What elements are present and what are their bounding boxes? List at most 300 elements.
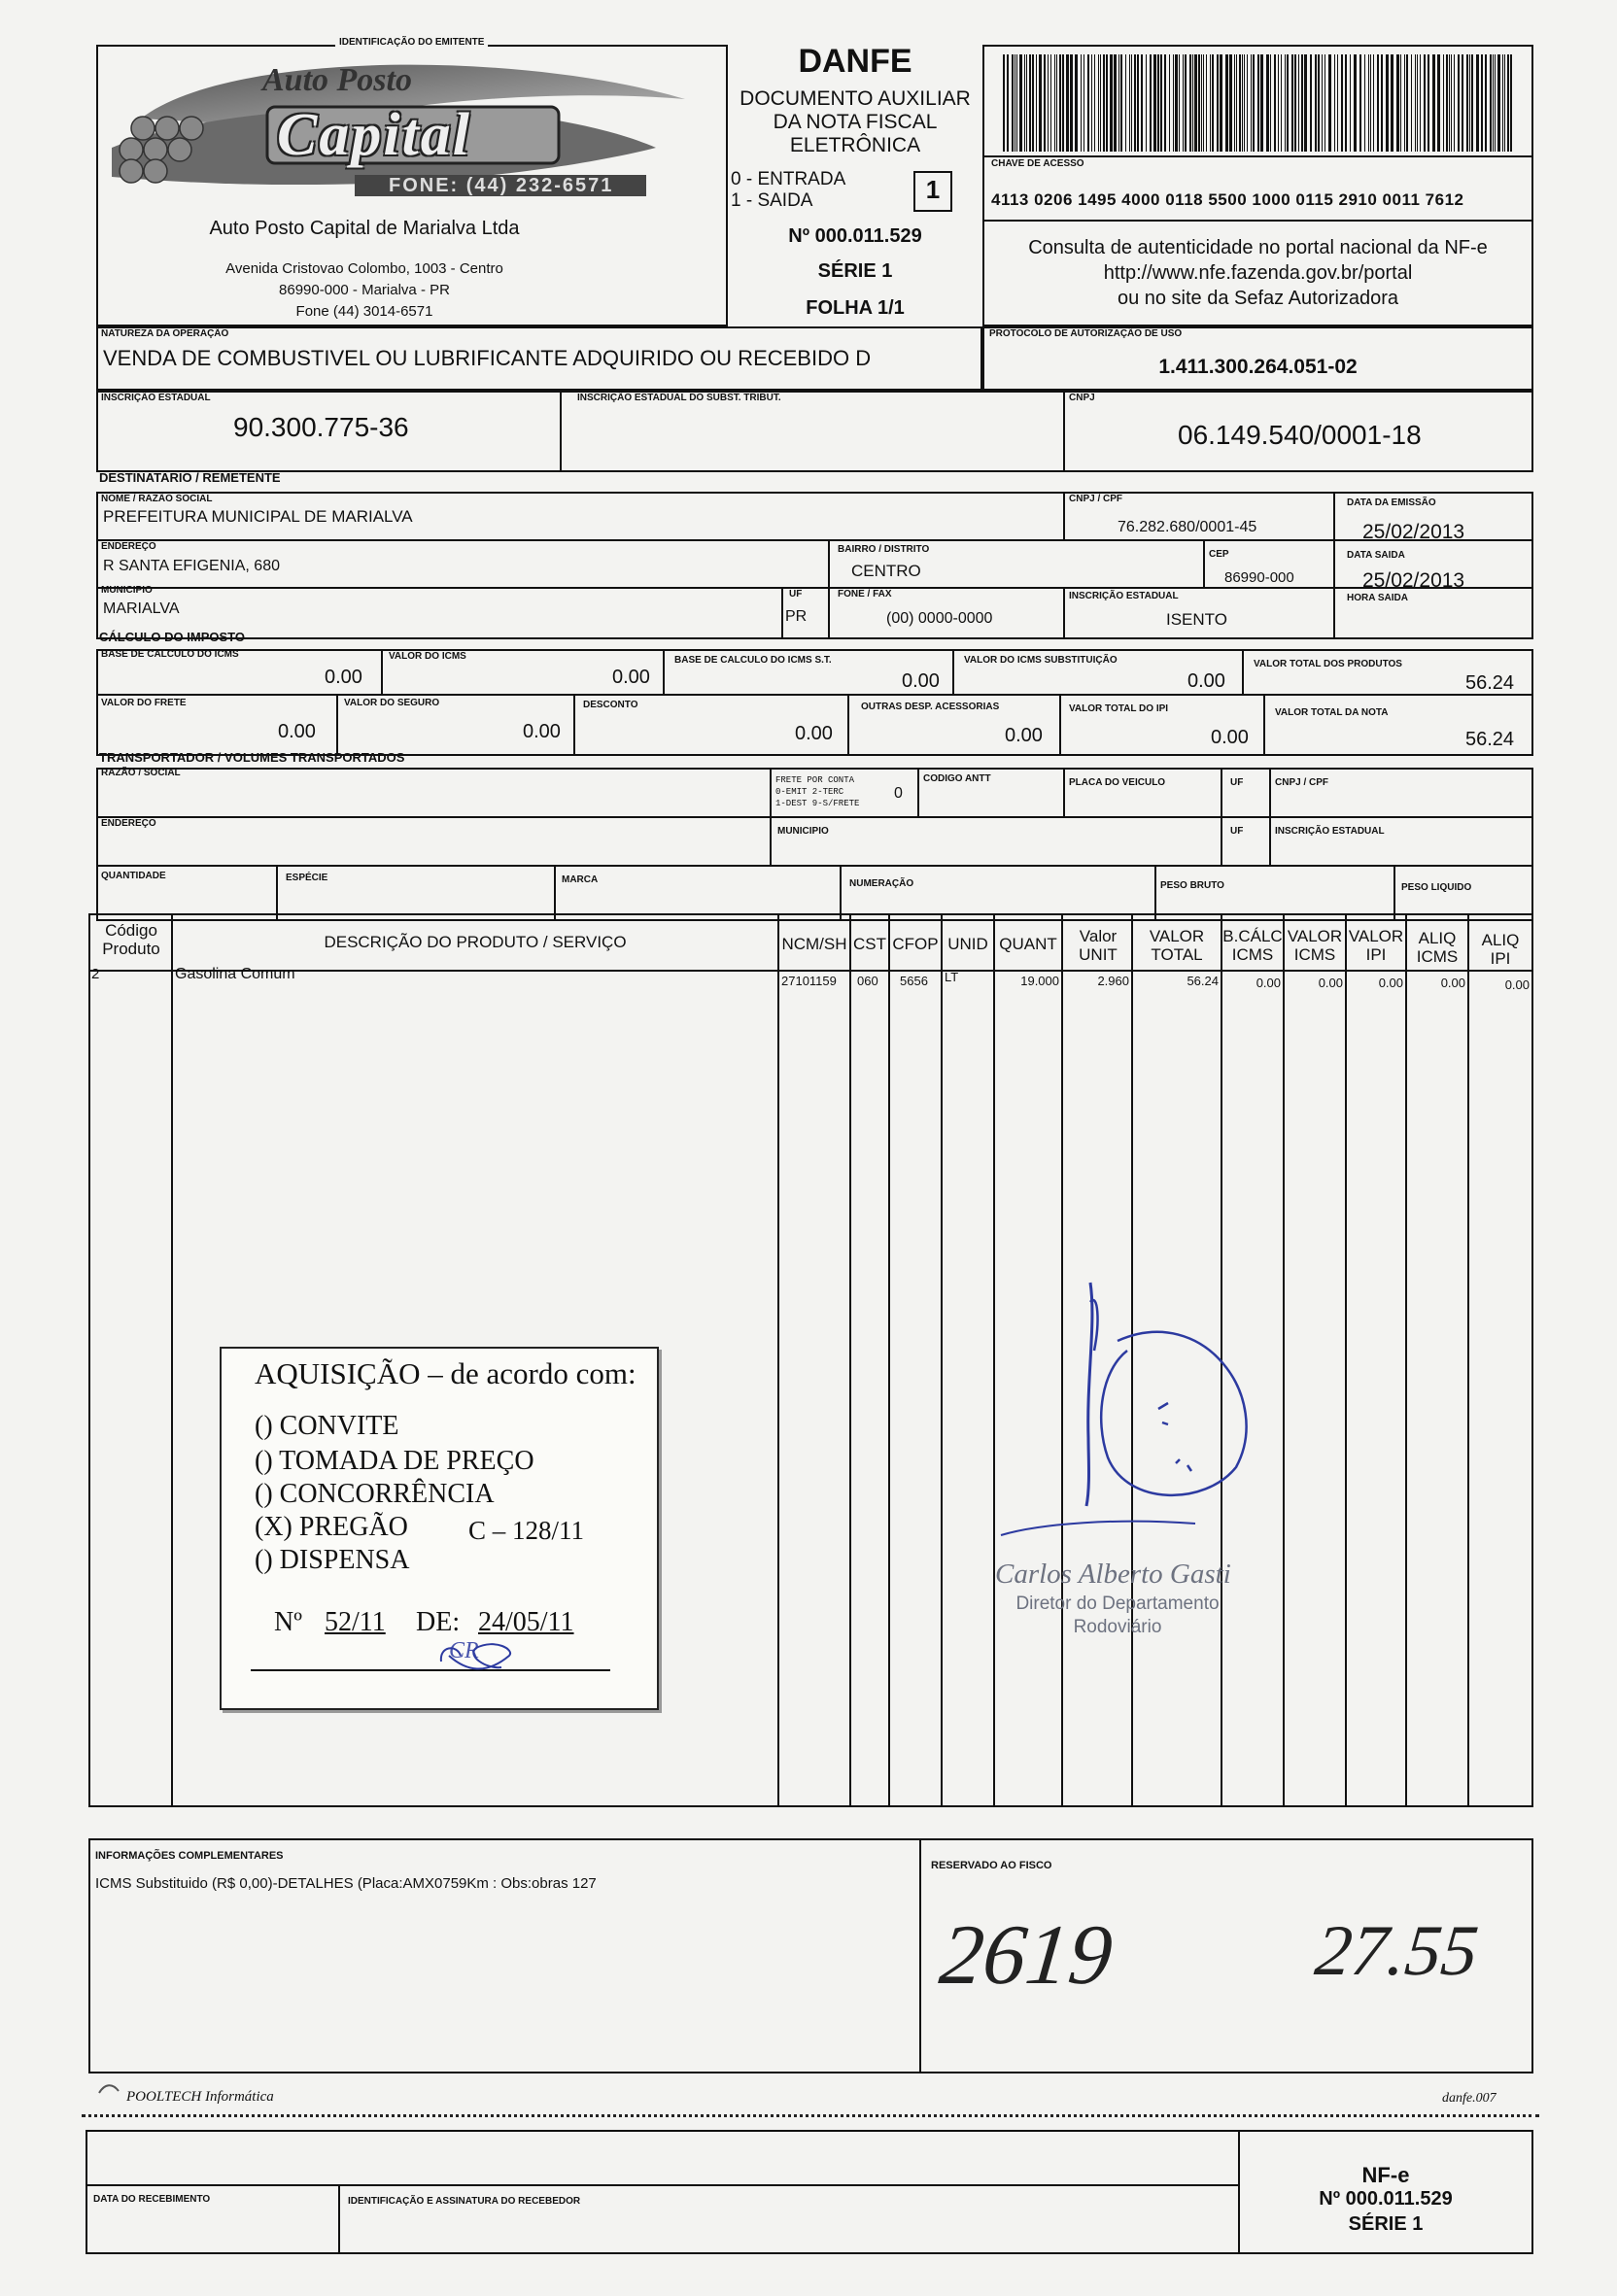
- barcode-bar: [1110, 54, 1113, 152]
- complementares-label: INFORMAÇÕES COMPLEMENTARES: [95, 1850, 284, 1862]
- barcode-bar: [1281, 54, 1282, 152]
- complementares-value: ICMS Substituido (R$ 0,00)-DETALHES (Placa:AMX0759Km : Obs:obras 127: [95, 1875, 597, 1892]
- barcode-bar: [1411, 54, 1412, 152]
- transportador-section-label: TRANSPORTADOR / VOLUMES TRANSPORTADOS: [99, 750, 405, 765]
- signature-name: Carlos Alberto Gasti: [995, 1559, 1231, 1590]
- marca-label: MARCA: [562, 874, 599, 885]
- stamp-option-dispensa: () DISPENSA: [255, 1545, 410, 1575]
- barcode-bar: [1114, 54, 1117, 152]
- consulta-line-3: ou no site da Sefaz Autorizadora: [1117, 288, 1399, 309]
- dest-ie-label: INSCRIÇÃO ESTADUAL: [1069, 591, 1179, 601]
- valor-icms-label: VALOR DO ICMS: [389, 651, 466, 662]
- emitente-phone: Fone (44) 3014-6571: [295, 303, 433, 320]
- dest-saida: 25/02/2013: [1362, 569, 1465, 592]
- barcode-bar: [1183, 54, 1184, 152]
- barcode-bar: [1032, 54, 1034, 152]
- fisco-label: RESERVADO AO FISCO: [931, 1860, 1052, 1871]
- row-cfop: 5656: [900, 974, 928, 988]
- barcode-bar: [1454, 54, 1455, 152]
- barcode-bar: [1354, 54, 1357, 152]
- dest-uf-label: UF: [789, 589, 803, 600]
- barcode-bar: [1310, 54, 1312, 152]
- row-quant: 19.000: [1020, 974, 1059, 988]
- signature-role-2: Rodoviário: [1073, 1617, 1162, 1637]
- frete-line-2: 0-EMIT 2-TERC: [775, 787, 844, 797]
- barcode-bar: [1039, 54, 1042, 152]
- col-aliq-ipi: ALIQ IPI: [1481, 931, 1520, 968]
- barcode-bar: [1229, 54, 1232, 152]
- col-valor-unit: Valor UNIT: [1079, 927, 1118, 964]
- danfe-tipo: 1: [925, 175, 941, 204]
- barcode-bar: [1118, 54, 1119, 152]
- protocolo-label: PROTOCOLO DE AUTORIZAÇÃO DE USO: [989, 328, 1183, 339]
- signature-graphic: [981, 1263, 1292, 1555]
- base-icms-st-value: 0.00: [902, 670, 940, 692]
- barcode-bar: [1056, 54, 1057, 152]
- dest-cnpj-label: CNPJ / CPF: [1069, 494, 1123, 504]
- col-codigo: Código Produto: [102, 921, 160, 958]
- frete-line-1: FRETE POR CONTA: [775, 775, 855, 785]
- barcode-bar: [1391, 54, 1393, 152]
- dest-emissao: 25/02/2013: [1362, 521, 1465, 543]
- numeracao-label: NUMERAÇÃO: [849, 878, 914, 889]
- barcode-bar: [1502, 54, 1503, 152]
- barcode-bar: [1129, 54, 1130, 152]
- col-ncm: NCM/SH: [781, 935, 847, 953]
- stamp-pregao-ref: C – 128/11: [468, 1516, 585, 1545]
- valor-icms-value: 0.00: [612, 667, 650, 688]
- barcode-bar: [1066, 54, 1069, 152]
- barcode-bar: [1175, 54, 1178, 152]
- fisco-handwritten-1: 2619: [935, 1908, 1118, 2003]
- barcode-bar: [1334, 54, 1335, 152]
- barcode-bar: [1054, 54, 1055, 152]
- logo-phone: FONE: (44) 232-6571: [389, 175, 614, 196]
- barcode-bar: [1062, 54, 1064, 152]
- base-icms-value: 0.00: [325, 667, 362, 688]
- base-icms-st-label: BASE DE CALCULO DO ICMS S.T.: [674, 655, 832, 666]
- barcode-bar: [1225, 54, 1228, 152]
- logo-text-main: Capital: [277, 102, 472, 168]
- stamp-initials: CR: [449, 1638, 479, 1663]
- danfe-subtitle-3: ELETRÔNICA: [789, 134, 921, 156]
- natureza-value: VENDA DE COMBUSTIVEL OU LUBRIFICANTE ADQUIRIDO OU RECEBIDO D: [103, 346, 872, 370]
- barcode-bar: [1373, 54, 1374, 152]
- base-icms-label: BASE DE CALCULO DO ICMS: [101, 649, 239, 660]
- barcode-bar: [1432, 54, 1435, 152]
- row-aliq-ipi: 0.00: [1504, 977, 1530, 992]
- outras-desp-label: OUTRAS DESP. ACESSORIAS: [861, 702, 1000, 712]
- quantidade-label: QUANTIDADE: [101, 871, 166, 881]
- barcode-bar: [1417, 54, 1418, 152]
- peso-bruto-label: PESO BRUTO: [1160, 880, 1224, 891]
- row-cst: 060: [857, 974, 878, 988]
- barcode-bar: [1345, 54, 1347, 152]
- transp-uf-label: UF: [1230, 777, 1244, 788]
- seguro-label: VALOR DO SEGURO: [344, 698, 440, 708]
- barcode-bar: [1234, 54, 1235, 152]
- barcode-bar: [1304, 54, 1307, 152]
- barcode-bar: [1146, 54, 1147, 152]
- dest-cep-label: CEP: [1209, 549, 1229, 560]
- dest-cep: 86990-000: [1224, 569, 1294, 586]
- barcode-bar: [1203, 54, 1204, 152]
- row-codigo: 2: [91, 966, 100, 982]
- frete-value-code: 0: [894, 785, 903, 802]
- desconto-value: 0.00: [795, 723, 833, 744]
- barcode-bar: [1406, 54, 1408, 152]
- barcode-bar: [1106, 54, 1108, 152]
- stamp-option-tomada: () TOMADA DE PREÇO: [255, 1446, 534, 1476]
- stamp-numero-label: Nº: [274, 1607, 302, 1637]
- barcode-bar: [1368, 54, 1369, 152]
- seguro-value: 0.00: [523, 721, 561, 742]
- row-aliq-icms: 0.00: [1440, 976, 1465, 990]
- barcode-bar: [1396, 54, 1399, 152]
- barcode-bar: [1507, 54, 1509, 152]
- frete-label: VALOR DO FRETE: [101, 698, 187, 708]
- barcode-bar: [1103, 54, 1105, 152]
- barcode-bar: [1322, 54, 1323, 152]
- barcode-bar: [1278, 54, 1279, 152]
- barcode-bar: [1420, 54, 1421, 152]
- barcode-bar: [1024, 54, 1025, 152]
- danfe-entrada: 0 - ENTRADA: [731, 169, 846, 189]
- dest-municipio: MARIALVA: [103, 600, 180, 617]
- barcode-bar: [1493, 54, 1494, 152]
- barcode-bar: [1169, 54, 1170, 152]
- emitente-address: Avenida Cristovao Colombo, 1003 - Centro: [225, 260, 503, 277]
- barcode-bar: [1257, 54, 1259, 152]
- barcode-bar: [1451, 54, 1452, 152]
- footer-nfe: NF-e: [1361, 2163, 1410, 2187]
- footer-brand: POOLTECH Informática: [126, 2089, 274, 2105]
- barcode-bar: [1377, 54, 1379, 152]
- fisco-handwritten-2: 27.55: [1311, 1911, 1482, 1991]
- danfe-saida: 1 - SAIDA: [731, 190, 813, 211]
- stamp-option-concorrencia: () CONCORRÊNCIA: [255, 1479, 495, 1509]
- barcode-bar: [1198, 54, 1200, 152]
- consulta-line-2[interactable]: http://www.nfe.fazenda.gov.br/portal: [1103, 262, 1413, 284]
- dest-ie: ISENTO: [1166, 610, 1227, 629]
- barcode-bar: [1185, 54, 1187, 152]
- barcode-bar: [1274, 54, 1276, 152]
- barcode-bar: [1236, 54, 1237, 152]
- dest-fone: (00) 0000-0000: [886, 610, 993, 627]
- barcode-bar: [1428, 54, 1429, 152]
- dest-endereco: R SANTA EFIGENIA, 680: [103, 558, 280, 574]
- barcode-bar: [1179, 54, 1180, 152]
- emitente-cnpj: 06.149.540/0001-18: [1178, 420, 1422, 450]
- danfe-folha: FOLHA 1/1: [806, 297, 905, 319]
- barcode-bar: [1048, 54, 1049, 152]
- total-ipi-label: VALOR TOTAL DO IPI: [1069, 703, 1169, 714]
- barcode-bar: [1012, 54, 1014, 152]
- barcode-bar: [1386, 54, 1389, 152]
- barcode: [1001, 54, 1516, 152]
- barcode-bar: [1070, 54, 1073, 152]
- dest-saida-label: DATA SAIDA: [1347, 550, 1405, 561]
- barcode-bar: [1081, 54, 1082, 152]
- barcode-bar: [1087, 54, 1089, 152]
- signature-role-1: Diretor do Departamento: [1015, 1593, 1220, 1614]
- total-produtos-value: 56.24: [1465, 672, 1515, 694]
- barcode-bar: [1125, 54, 1126, 152]
- recebimento-label: DATA DO RECEBIMENTO: [93, 2194, 211, 2205]
- row-valor-ipi: 0.00: [1378, 976, 1403, 990]
- dest-fone-label: FONE / FAX: [838, 589, 892, 600]
- pooltech-icon: [97, 2081, 120, 2097]
- barcode-bar: [1424, 54, 1426, 152]
- outras-desp-value: 0.00: [1005, 725, 1043, 746]
- barcode-bar: [1100, 54, 1101, 152]
- barcode-bar: [1016, 54, 1017, 152]
- barcode-bar: [1160, 54, 1162, 152]
- barcode-bar: [1220, 54, 1222, 152]
- barcode-bar: [1315, 54, 1317, 152]
- barcode-bar: [1287, 54, 1289, 152]
- barcode-bar: [1075, 54, 1078, 152]
- dest-uf: PR: [785, 608, 808, 625]
- barcode-bar: [1270, 54, 1271, 152]
- row-ncm: 27101159: [781, 974, 837, 988]
- col-valor-ipi: VALOR IPI: [1348, 927, 1404, 964]
- peso-liquido-label: PESO LIQUIDO: [1401, 882, 1472, 893]
- inscricao-label: INSCRIÇÃO ESTADUAL: [101, 393, 211, 403]
- barcode-bar: [1029, 54, 1031, 152]
- barcode-bar: [1490, 54, 1492, 152]
- barcode-bar: [1359, 54, 1361, 152]
- frete-line-3: 1-DEST 9-S/FRETE: [775, 799, 860, 808]
- transp-endereco-label: ENDEREÇO: [101, 818, 156, 829]
- inscricao-st-label: INSCRIÇÃO ESTADUAL DO SUBST. TRIBUT.: [577, 393, 781, 403]
- barcode-bar: [1294, 54, 1296, 152]
- stamp-option-pregao: (X) PREGÃO: [255, 1512, 408, 1542]
- footer-numero: Nº 000.011.529: [1319, 2188, 1453, 2210]
- destinatario-section-label: DESTINATARIO / REMETENTE: [99, 470, 281, 485]
- stamp-title: AQUISIÇÃO – de acordo com:: [255, 1356, 636, 1390]
- danfe-subtitle-1: DOCUMENTO AUXILIAR: [740, 87, 971, 110]
- barcode-bar: [1471, 54, 1473, 152]
- barcode-bar: [1350, 54, 1351, 152]
- barcode-bar: [1157, 54, 1159, 152]
- barcode-bar: [1007, 54, 1009, 152]
- emitente-city: 86990-000 - Marialva - PR: [279, 282, 450, 298]
- barcode-bar: [1481, 54, 1483, 152]
- barcode-bar: [1381, 54, 1383, 152]
- barcode-bar: [1497, 54, 1500, 152]
- barcode-bar: [1189, 54, 1191, 152]
- valor-icms-st-label: VALOR DO ICMS SUBSTITUIÇÃO: [964, 655, 1118, 666]
- barcode-bar: [1446, 54, 1448, 152]
- barcode-bar: [1173, 54, 1174, 152]
- barcode-bar: [1164, 54, 1166, 152]
- total-nota-label: VALOR TOTAL DA NOTA: [1275, 707, 1389, 718]
- barcode-bar: [1462, 54, 1463, 152]
- transp-uf2-label: UF: [1230, 826, 1244, 837]
- natureza-label: NATUREZA DA OPERAÇÃO: [101, 328, 229, 339]
- barcode-bar: [1404, 54, 1405, 152]
- barcode-bar: [1328, 54, 1331, 152]
- frete-value: 0.00: [278, 721, 316, 742]
- col-descricao: DESCRIÇÃO DO PRODUTO / SERVIÇO: [324, 933, 627, 951]
- col-cfop: CFOP: [892, 935, 939, 953]
- transp-ie-label: INSCRIÇÃO ESTADUAL: [1275, 826, 1385, 837]
- chave-value: 4113 0206 1495 4000 0118 5500 1000 0115 2910 0011 7612: [991, 190, 1464, 209]
- barcode-graphic: [1001, 54, 1516, 152]
- col-unid: UNID: [947, 935, 988, 953]
- barcode-bar: [1153, 54, 1156, 152]
- barcode-bar: [1469, 54, 1470, 152]
- barcode-bar: [1298, 54, 1299, 152]
- barcode-bar: [1192, 54, 1193, 152]
- barcode-bar: [1242, 54, 1243, 152]
- barcode-bar: [1137, 54, 1139, 152]
- barcode-bar: [1094, 54, 1095, 152]
- barcode-bar: [1341, 54, 1343, 152]
- barcode-bar: [1036, 54, 1037, 152]
- barcode-bar: [1134, 54, 1136, 152]
- row-valor-icms: 0.00: [1318, 976, 1343, 990]
- total-ipi-value: 0.00: [1211, 727, 1249, 748]
- total-nota-value: 56.24: [1465, 729, 1515, 750]
- barcode-bar: [1415, 54, 1416, 152]
- barcode-bar: [1449, 54, 1450, 152]
- barcode-bar: [1504, 54, 1505, 152]
- barcode-bar: [1091, 54, 1092, 152]
- dest-emissao-label: DATA DA EMISSÃO: [1347, 497, 1436, 508]
- barcode-bar: [1301, 54, 1303, 152]
- consulta-line-1: Consulta de autenticidade no portal nacional da NF-e: [1028, 237, 1488, 258]
- dest-cnpj: 76.282.680/0001-45: [1118, 519, 1257, 535]
- barcode-bar: [1370, 54, 1371, 152]
- footer-cut-line: [82, 2114, 1539, 2117]
- barcode-bar: [1217, 54, 1219, 152]
- barcode-bar: [1443, 54, 1444, 152]
- dest-municipio-label: MUNICIPIO: [101, 585, 153, 596]
- dest-endereco-label: ENDEREÇO: [101, 541, 156, 552]
- transp-razao-label: RAZÃO / SOCIAL: [101, 768, 181, 778]
- barcode-bar: [1239, 54, 1241, 152]
- barcode-bar: [1244, 54, 1245, 152]
- footer-code: danfe.007: [1442, 2091, 1497, 2106]
- transp-municipio-label: MUNICIPIO: [777, 826, 829, 837]
- barcode-bar: [1495, 54, 1496, 152]
- total-produtos-label: VALOR TOTAL DOS PRODUTOS: [1254, 659, 1402, 669]
- barcode-bar: [1201, 54, 1202, 152]
- barcode-bar: [1131, 54, 1132, 152]
- col-bcalc-icms: B.CÁLC ICMS: [1222, 927, 1283, 964]
- stamp-de-label: DE:: [416, 1607, 461, 1637]
- row-descricao: Gasolina Comum: [175, 966, 295, 982]
- pooltech-mark: [97, 2081, 120, 2097]
- danfe-title: DANFE: [798, 43, 912, 80]
- barcode-bar: [1318, 54, 1320, 152]
- logo-text-top: Auto Posto: [262, 62, 412, 98]
- barcode-bar: [1206, 54, 1207, 152]
- imposto-section-label: CÁLCULO DO IMPOSTO: [99, 630, 245, 644]
- dest-bairro: CENTRO: [851, 562, 921, 580]
- emitente-section-label: IDENTIFICAÇÃO DO EMITENTE: [335, 37, 488, 48]
- col-quant: QUANT: [999, 935, 1057, 953]
- row-valor-unit: 2.960: [1097, 974, 1129, 988]
- barcode-bar: [1050, 54, 1051, 152]
- barcode-bar: [1019, 54, 1022, 152]
- barcode-bar: [1266, 54, 1269, 152]
- barcode-bar: [1212, 54, 1214, 152]
- stamp-data: 24/05/11: [478, 1607, 574, 1637]
- barcode-bar: [1247, 54, 1248, 152]
- barcode-bar: [1059, 54, 1061, 152]
- desconto-label: DESCONTO: [583, 700, 638, 710]
- barcode-bar: [1251, 54, 1252, 152]
- barcode-bar: [1098, 54, 1099, 152]
- protocolo-value: 1.411.300.264.051-02: [1158, 356, 1358, 378]
- danfe-numero: Nº 000.011.529: [788, 225, 922, 247]
- barcode-bar: [1458, 54, 1460, 152]
- barcode-bar: [1485, 54, 1487, 152]
- row-valor-total: 56.24: [1187, 974, 1219, 988]
- assinatura-label: IDENTIFICAÇÃO E ASSINATURA DO RECEBEDOR: [348, 2196, 581, 2207]
- barcode-bar: [1400, 54, 1401, 152]
- danfe-subtitle-2: DA NOTA FISCAL: [773, 111, 938, 133]
- barcode-bar: [1437, 54, 1440, 152]
- barcode-bar: [1337, 54, 1338, 152]
- stamp-option-convite: () CONVITE: [255, 1411, 399, 1441]
- dest-nome-label: NOME / RAZÃO SOCIAL: [101, 494, 213, 504]
- barcode-bar: [1141, 54, 1143, 152]
- col-valor-total: VALOR TOTAL: [1149, 927, 1205, 964]
- col-aliq-icms: ALIQ ICMS: [1416, 929, 1459, 966]
- barcode-bar: [1044, 54, 1046, 152]
- barcode-bar: [1476, 54, 1479, 152]
- emitente-cnpj-label: CNPJ: [1069, 393, 1095, 403]
- especie-label: ESPÉCIE: [286, 873, 328, 883]
- barcode-bar: [1285, 54, 1286, 152]
- valor-icms-st-value: 0.00: [1187, 670, 1225, 692]
- barcode-bar: [1194, 54, 1197, 152]
- dest-bairro-label: BAIRRO / DISTRITO: [838, 544, 930, 555]
- antt-label: CODIGO ANTT: [923, 773, 991, 784]
- col-valor-icms: VALOR ICMS: [1287, 927, 1343, 964]
- dest-hora-label: HORA SAIDA: [1347, 593, 1408, 603]
- placa-label: PLACA DO VEICULO: [1069, 777, 1166, 788]
- barcode-bar: [1364, 54, 1365, 152]
- barcode-bar: [1026, 54, 1027, 152]
- row-bcalc-icms: 0.00: [1256, 976, 1281, 990]
- danfe-serie: SÉRIE 1: [817, 260, 893, 282]
- stamp-numero: 52/11: [325, 1607, 386, 1637]
- emitente-name: Auto Posto Capital de Marialva Ltda: [209, 218, 520, 239]
- transp-cnpj-label: CNPJ / CPF: [1275, 777, 1329, 788]
- inscricao-value: 90.300.775-36: [233, 412, 409, 442]
- row-unid: LT: [945, 970, 959, 984]
- barcode-bar: [1291, 54, 1293, 152]
- barcode-bar: [1253, 54, 1255, 152]
- dest-nome: PREFEITURA MUNICIPAL DE MARIALVA: [103, 507, 413, 526]
- chave-label: CHAVE DE ACESSO: [991, 158, 1084, 169]
- footer-serie: SÉRIE 1: [1348, 2213, 1424, 2235]
- barcode-bar: [1150, 54, 1152, 152]
- barcode-bar: [1003, 54, 1005, 152]
- barcode-bar: [1260, 54, 1263, 152]
- barcode-bar: [1210, 54, 1211, 152]
- col-cst: CST: [853, 935, 886, 953]
- barcode-bar: [1510, 54, 1512, 152]
- barcode-bar: [1466, 54, 1468, 152]
- signature-scribble: [981, 1263, 1292, 1555]
- barcode-bar: [1120, 54, 1122, 152]
